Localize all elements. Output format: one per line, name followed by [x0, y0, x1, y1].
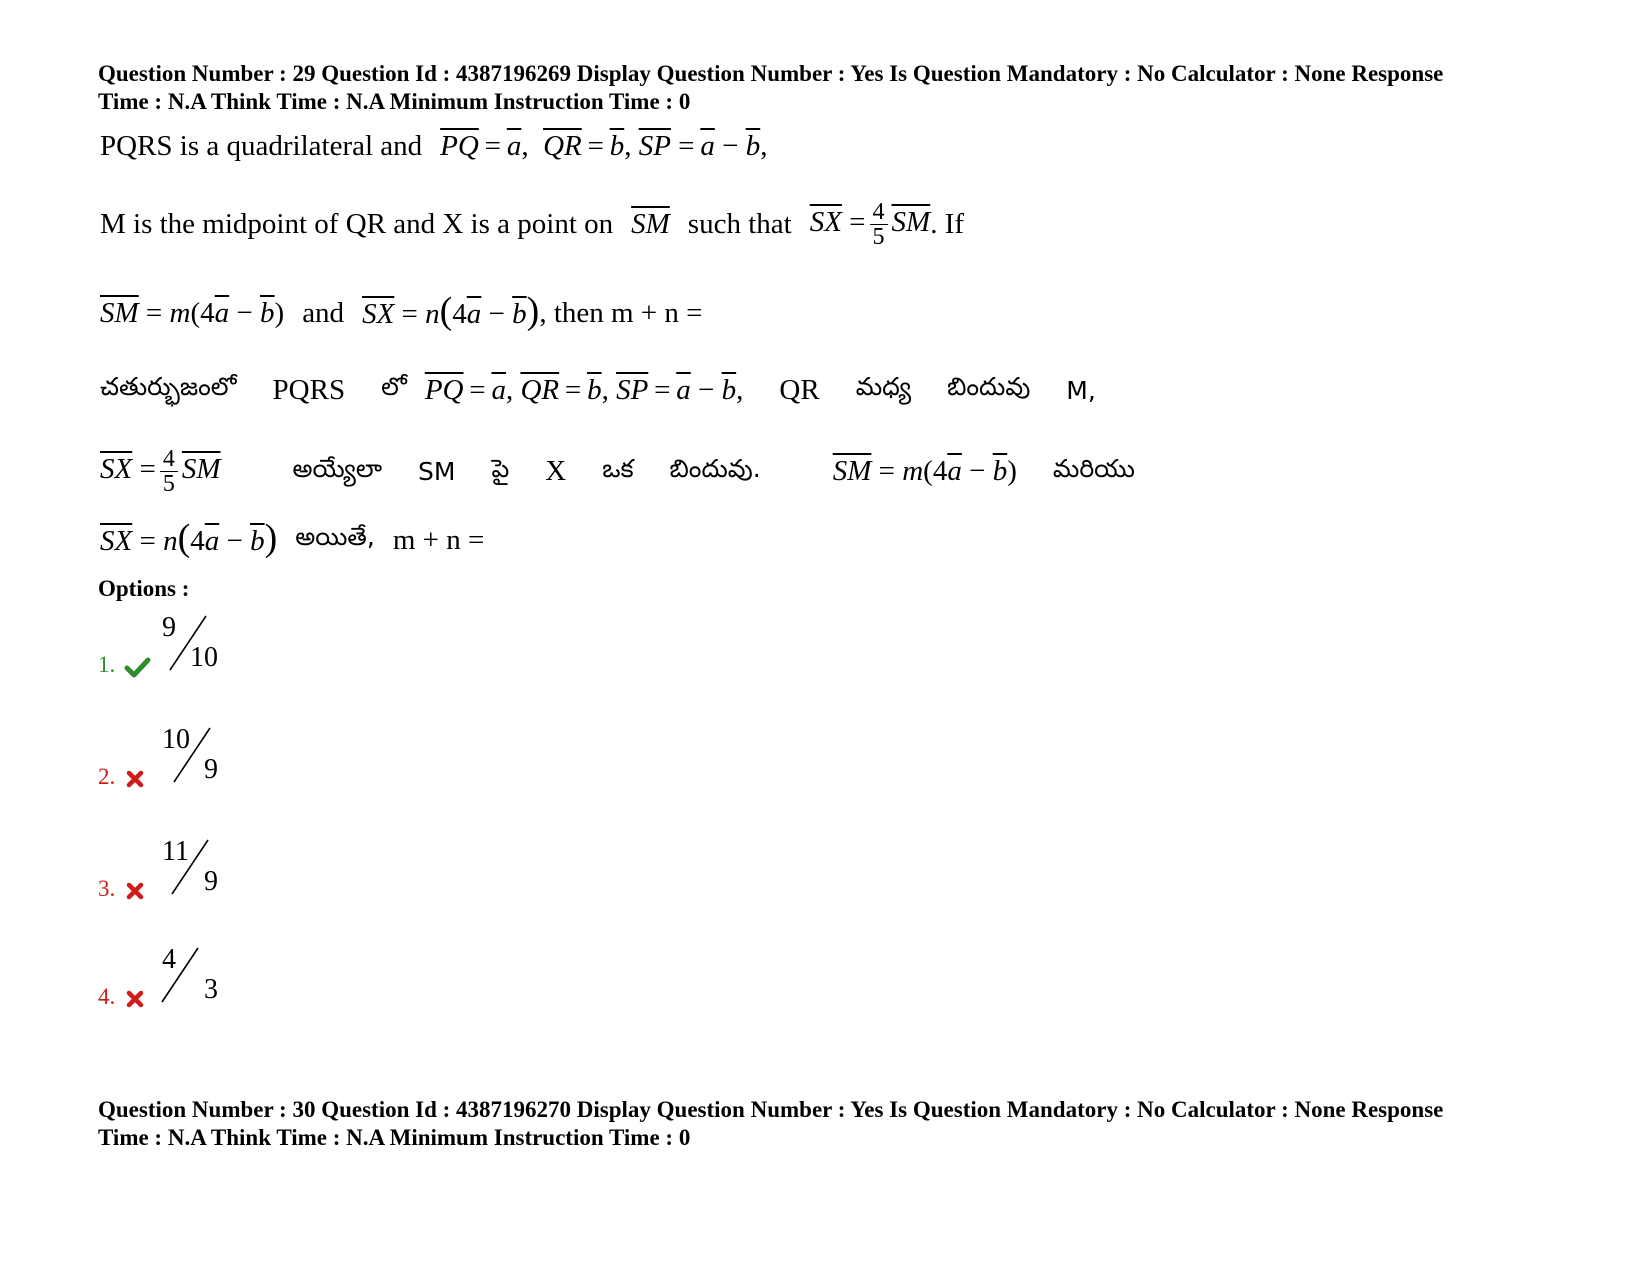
- telugu-sm-expression: $\overline{SM} = m(4\overline{a} - \overline{b})$: [832, 455, 1017, 487]
- question-telugu-line-1: [100, 372, 1096, 408]
- sx-expression: $\overline{SX} = n(4\overline{a} - \overline{b})$: [362, 290, 540, 332]
- option-4[interactable]: [98, 944, 228, 1010]
- quadrilateral-text: PQRS is a quadrilateral and: [100, 130, 423, 162]
- midpoint-text: M is the midpoint of QR and X is a point on: [100, 208, 614, 240]
- option-1[interactable]: [98, 612, 228, 678]
- telugu-pai: పై: [491, 453, 510, 483]
- telugu-binduvu: బిందువు: [947, 372, 1031, 401]
- option-denominator: 9: [204, 754, 218, 785]
- and-text: and: [302, 297, 345, 329]
- sm-expression: $\overline{SM} = m(4\overline{a} - \overline{b})$: [100, 297, 285, 329]
- question-30-meta: [98, 1096, 1598, 1152]
- option-denominator: 10: [190, 642, 218, 673]
- cross-icon: [124, 988, 158, 1010]
- option-number: 3.: [98, 876, 116, 901]
- vector-sm: $\overline{SM}$: [631, 208, 670, 240]
- telugu-ayyela: అయ్యేలా: [292, 453, 383, 483]
- telugu-sm: SM: [418, 457, 456, 486]
- then-text: , then m + n =: [539, 297, 703, 329]
- meta-line-1: Question Number : 30 Question Id : 4387196270 Display Question Number : Yes Is Question Mandatory : No Calculator : None Response: [98, 1097, 1444, 1122]
- question-english-line-2: [100, 200, 964, 249]
- meta-line-1: Question Number : 29 Question Id : 4387196269 Display Question Number : Yes Is Question Mandatory : No Calculator : None Response: [98, 61, 1444, 86]
- option-fraction: [158, 836, 228, 898]
- telugu-sx-expression: $\overline{SX} = n(4\overline{a} - \overline{b})$: [100, 516, 278, 559]
- option-numerator: 4: [162, 944, 176, 975]
- option-denominator: 9: [204, 866, 218, 897]
- option-denominator: 3: [204, 974, 218, 1005]
- telugu-madhya: మధ్య: [855, 372, 912, 401]
- telugu-mariyu: మరియు: [1052, 453, 1135, 483]
- telugu-ayite: అయితే,: [295, 522, 375, 551]
- vector-definitions: $\overline{PQ} = \overline{a}$, $\overline{QR} = \overline{b}$, $\overline{SP} = \overline{a} - \overline{b}$,: [440, 130, 768, 162]
- option-number: 1.: [98, 652, 116, 677]
- option-2[interactable]: [98, 724, 228, 790]
- telugu-m: M,: [1066, 375, 1096, 405]
- question-english-line-1: [100, 130, 767, 163]
- option-numerator: 11: [162, 836, 189, 867]
- telugu-vectors: $\overline{PQ} = \overline{a}$, $\overline{QR} = \overline{b}$, $\overline{SP} = \overline{a} - \overline{b}$,: [424, 373, 744, 406]
- check-icon: [124, 656, 158, 678]
- option-fraction: [158, 724, 228, 786]
- telugu-quadrilateral: చతుర్భుజంలో: [100, 372, 237, 401]
- option-numerator: 10: [162, 724, 190, 755]
- telugu-lo: లో: [381, 372, 407, 401]
- option-numerator: 9: [162, 612, 176, 643]
- question-english-line-3: [100, 290, 703, 332]
- question-29-meta: [98, 60, 1598, 116]
- options-label: Options :: [98, 576, 190, 601]
- option-3[interactable]: [98, 836, 228, 902]
- meta-line-2: Time : N.A Think Time : N.A Minimum Instruction Time : 0: [98, 1125, 691, 1150]
- question-telugu-line-3: [100, 516, 485, 559]
- telugu-qr: QR: [779, 373, 820, 406]
- telugu-binduvu-2: బిందువు.: [669, 453, 761, 483]
- telugu-x: X: [545, 455, 567, 487]
- option-fraction: [158, 944, 228, 1006]
- cross-icon: [124, 880, 158, 902]
- sx-equation: $\overline{SX}$ = $\frac{4}{5}$ $\overline{SM}$: [809, 199, 931, 250]
- telugu-pqrs: PQRS: [272, 373, 346, 406]
- telugu-m-plus-n: m + n =: [392, 523, 485, 556]
- option-number: 4.: [98, 984, 116, 1009]
- option-number: 2.: [98, 764, 116, 789]
- telugu-sx-equation: $\overline{SX}$ = $\frac{4}{5}$ $\overline{SM}$: [100, 446, 221, 497]
- question-telugu-line-2: [100, 447, 1135, 496]
- telugu-oka: ఒక: [602, 453, 634, 483]
- such-that-text: such that: [687, 208, 792, 240]
- option-fraction: [158, 612, 228, 674]
- if-text: . If: [930, 208, 965, 240]
- meta-line-2: Time : N.A Think Time : N.A Minimum Instruction Time : 0: [98, 89, 691, 114]
- cross-icon: [124, 768, 158, 790]
